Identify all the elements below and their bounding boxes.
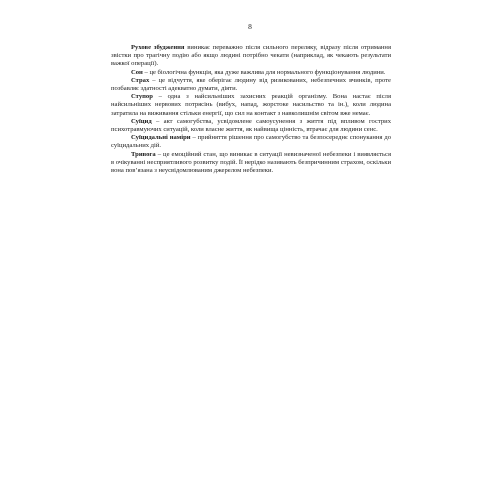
glossary-entry (111, 118, 391, 134)
glossary-entry (111, 69, 391, 77)
glossary-definition: – прийняття рішення про самогубство та безпосереднє спонукання до суїцидальних дій. (111, 134, 391, 150)
glossary-definition: – акт самогубства, усвідомлене самоусунення з життя під впливом гострих психотравмуючих ситуацій, коли власне життя, як найвища цінність, втрачає для людини сенс. (111, 117, 391, 134)
glossary-entry (111, 77, 391, 93)
glossary-body (111, 44, 391, 175)
glossary-term: Тривога (131, 150, 156, 158)
glossary-definition: – це емоційний стан, що виникає в ситуації невизначеної небезпеки і виявляється в очікуванні несприятливого розвитку подій. Її нерідко називають безпричинним страхом, оскільки вона пов’язана з неусвідомлюваним джерелом небезпеки. (111, 150, 391, 175)
glossary-entry (111, 151, 391, 176)
glossary-definition: виникає переважно після сильного переляку, відразу після отримання звістки про трагічну подію або якщо людині потрібно чекати (наприклад, як чекають результати важкої операції). (111, 44, 391, 68)
glossary-term: Суїцидальні наміри (131, 134, 191, 142)
glossary-definition: – це відчуття, яке оберігає людину від ризикованих, небезпечних вчинків, проте позбавляє здатності адекватно думати, діяти. (111, 76, 391, 93)
glossary-definition: – це біологічна функція, яка дуже важлива для нормального функціонування людини. (142, 68, 386, 76)
glossary-entry (111, 134, 391, 150)
glossary-term: Рухове збудження (131, 44, 185, 51)
glossary-term: Ступор (131, 93, 153, 101)
page-number: 8 (248, 22, 252, 31)
glossary-entry (111, 44, 391, 69)
glossary-term: Суїцид (131, 117, 152, 125)
glossary-term: Страх (131, 76, 150, 84)
glossary-definition: – одна з найсильніших захисних реакцій організму. Вона настає після найсильніших нервових потрясінь (вибух, напад, жорстоке насильство та ін.), коли людина затратила на виживання стільки енергії, що сил на контакт з навколишнім світом вже немає. (111, 93, 391, 117)
glossary-term: Сон (131, 68, 143, 76)
glossary-entry (111, 93, 391, 118)
